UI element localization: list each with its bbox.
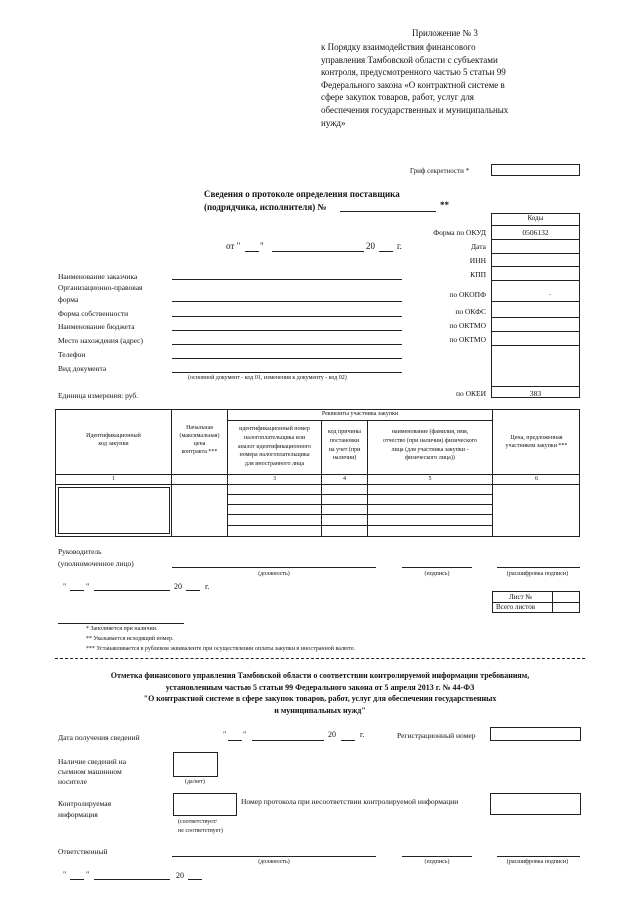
codes-header: Коды (527, 214, 544, 222)
received-month-field[interactable] (252, 740, 324, 741)
code-label-kpp: КПП (470, 270, 486, 279)
col-header-id: Идентификационный код закупки (86, 433, 141, 447)
footnote-3: *** Устанавливается в рублевом эквиваленте при осуществлении оплаты закупки в иностранной валюте. (86, 646, 356, 652)
code-label-okud: Форма по ОКУД (433, 228, 486, 237)
secrecy-field[interactable] (491, 164, 580, 176)
date-year-prefix: 20 (366, 241, 375, 251)
code-value-okud: 0506132 (522, 228, 549, 237)
sheet-number-label: Лист № (509, 593, 533, 601)
protocol-number-field[interactable] (340, 211, 436, 212)
resp-position-field[interactable] (172, 856, 376, 857)
field-doc-kind: Вид документа (58, 364, 107, 373)
ownership-field[interactable] (172, 316, 402, 317)
sign-date-day[interactable] (70, 590, 84, 591)
date-year-field[interactable] (379, 251, 393, 252)
reg-number-field[interactable] (490, 727, 581, 741)
budget-field[interactable] (172, 330, 402, 331)
received-day-field[interactable] (228, 740, 242, 741)
col-header-name: наименование (фамилия, имя, отчество (при наличии) физического лица (для участника закупки - физического лица)) (382, 429, 478, 462)
protocol-no-label: Номер протокола при несоответствии контролируемой информации (241, 797, 459, 806)
resp-date-month[interactable] (94, 879, 170, 880)
date-from: от " (226, 241, 241, 251)
machine-field[interactable] (173, 752, 218, 777)
legal-form-field[interactable] (172, 301, 402, 302)
doc-kind-field[interactable] (172, 372, 402, 373)
received-date-label: Дата получения сведений (58, 733, 140, 742)
code-label-okei: по ОКЕИ (455, 389, 486, 398)
head-sign-field[interactable] (402, 567, 472, 568)
received-year-field[interactable] (341, 740, 355, 741)
field-legal-form-2: форма (58, 295, 79, 304)
footnote-1: * Заполняется при наличии. (86, 626, 158, 632)
col-header-reg: идентификационный номер налогоплательщика или аналог идентификационного номера налогоплательщика для иностранного лица (237, 426, 312, 468)
code-label-okopf: по ОКОПФ (449, 290, 486, 299)
head-label-1: Руководитель (58, 547, 102, 556)
secrecy-label: Гриф секретности * (410, 167, 470, 175)
field-phone: Телефон (58, 350, 86, 359)
field-address: Место нахождения (адрес) (58, 336, 144, 345)
col-header-offer: Цена, предложенная участником закупки *** (505, 435, 568, 449)
controlled-field[interactable] (173, 793, 237, 816)
codes-box (491, 213, 580, 398)
code-label-okfs: по ОКФС (455, 307, 486, 316)
field-customer: Наименование заказчика (58, 272, 138, 281)
mark-title: Отметка финансового управления Тамбовской области о соответствии контролируемой информации требованиям, установленным частью 5 статьи 99 Федерального закона от 5 апреля 2013 г. № 44-ФЗ "О контрактной системе в сфере закупок товаров, работ, услуг для обеспечения государственных и муниципальных нужд" (110, 671, 530, 715)
doc-title-stars: ** (440, 200, 449, 210)
resp-date-day[interactable] (70, 879, 84, 880)
code-value-okopf: . (549, 288, 551, 297)
footnote-2: ** Указывается исходящий номер. (86, 636, 174, 642)
sign-date-month[interactable] (94, 590, 170, 591)
controlled-label: Контролируемая информация (58, 799, 112, 819)
unit-label: Единица измерения: руб. (58, 391, 139, 400)
appendix-title: Приложение № 3 (412, 28, 478, 38)
code-label-oktmo1: по ОКТМО (449, 321, 486, 330)
doc-kind-hint: (основной документ - код 01, изменения к документу - код 02) (188, 375, 347, 381)
appendix-text: к Порядку взаимодействия финансового управления Тамбовской области с субъектами контроля, предусмотренного частью 5 статьи 99 Федерального закона «О контрактной системе в сфере закупок товаров, работ, услуг для обеспечения государственных и муниципальных нужд» (321, 42, 509, 128)
code-value-okei: 383 (529, 389, 542, 398)
resp-sign-field[interactable] (402, 856, 472, 857)
doc-title-line1: Сведения о протоколе определения поставщика (204, 189, 400, 199)
field-ownership: Форма собственности (58, 309, 129, 318)
machine-label: Наличие сведений на съемном машинном носителе (58, 757, 127, 786)
cut-line (55, 658, 585, 659)
col-header-kpp: код причины постановки на учет (при наличии) (328, 429, 361, 462)
field-budget: Наименование бюджета (58, 322, 135, 331)
sign-date-year[interactable] (186, 590, 200, 591)
date-day-field[interactable] (245, 251, 259, 252)
col-group-header: Реквизиты участника закупки (321, 411, 399, 417)
reg-number-label: Регистрационный номер (397, 731, 476, 740)
head-position-field[interactable] (172, 567, 376, 568)
code-label-inn: ИНН (469, 256, 486, 265)
code-label-date: Дата (471, 242, 486, 251)
doc-title-line2: (подрядчика, исполнителя) № (204, 202, 327, 212)
responsible-label: Ответственный (58, 847, 108, 856)
field-legal-form-1: Организационно-правовая (58, 283, 143, 292)
sheets-total-label: Всего листов (496, 603, 536, 611)
customer-field[interactable] (172, 279, 402, 280)
protocol-no-field[interactable] (490, 793, 581, 815)
head-decode-field[interactable] (497, 567, 580, 568)
resp-decode-field[interactable] (497, 856, 580, 857)
phone-field[interactable] (172, 358, 402, 359)
table-row (58, 487, 170, 534)
col-header-price: Начальная (максимальная) цена контракта *** (179, 425, 220, 455)
code-label-oktmo2: по ОКТМО (449, 335, 486, 344)
date-month-field[interactable] (272, 251, 364, 252)
resp-date-year[interactable] (188, 879, 202, 880)
head-label-2: (уполномоченное лицо) (58, 559, 134, 568)
address-field[interactable] (172, 344, 402, 345)
